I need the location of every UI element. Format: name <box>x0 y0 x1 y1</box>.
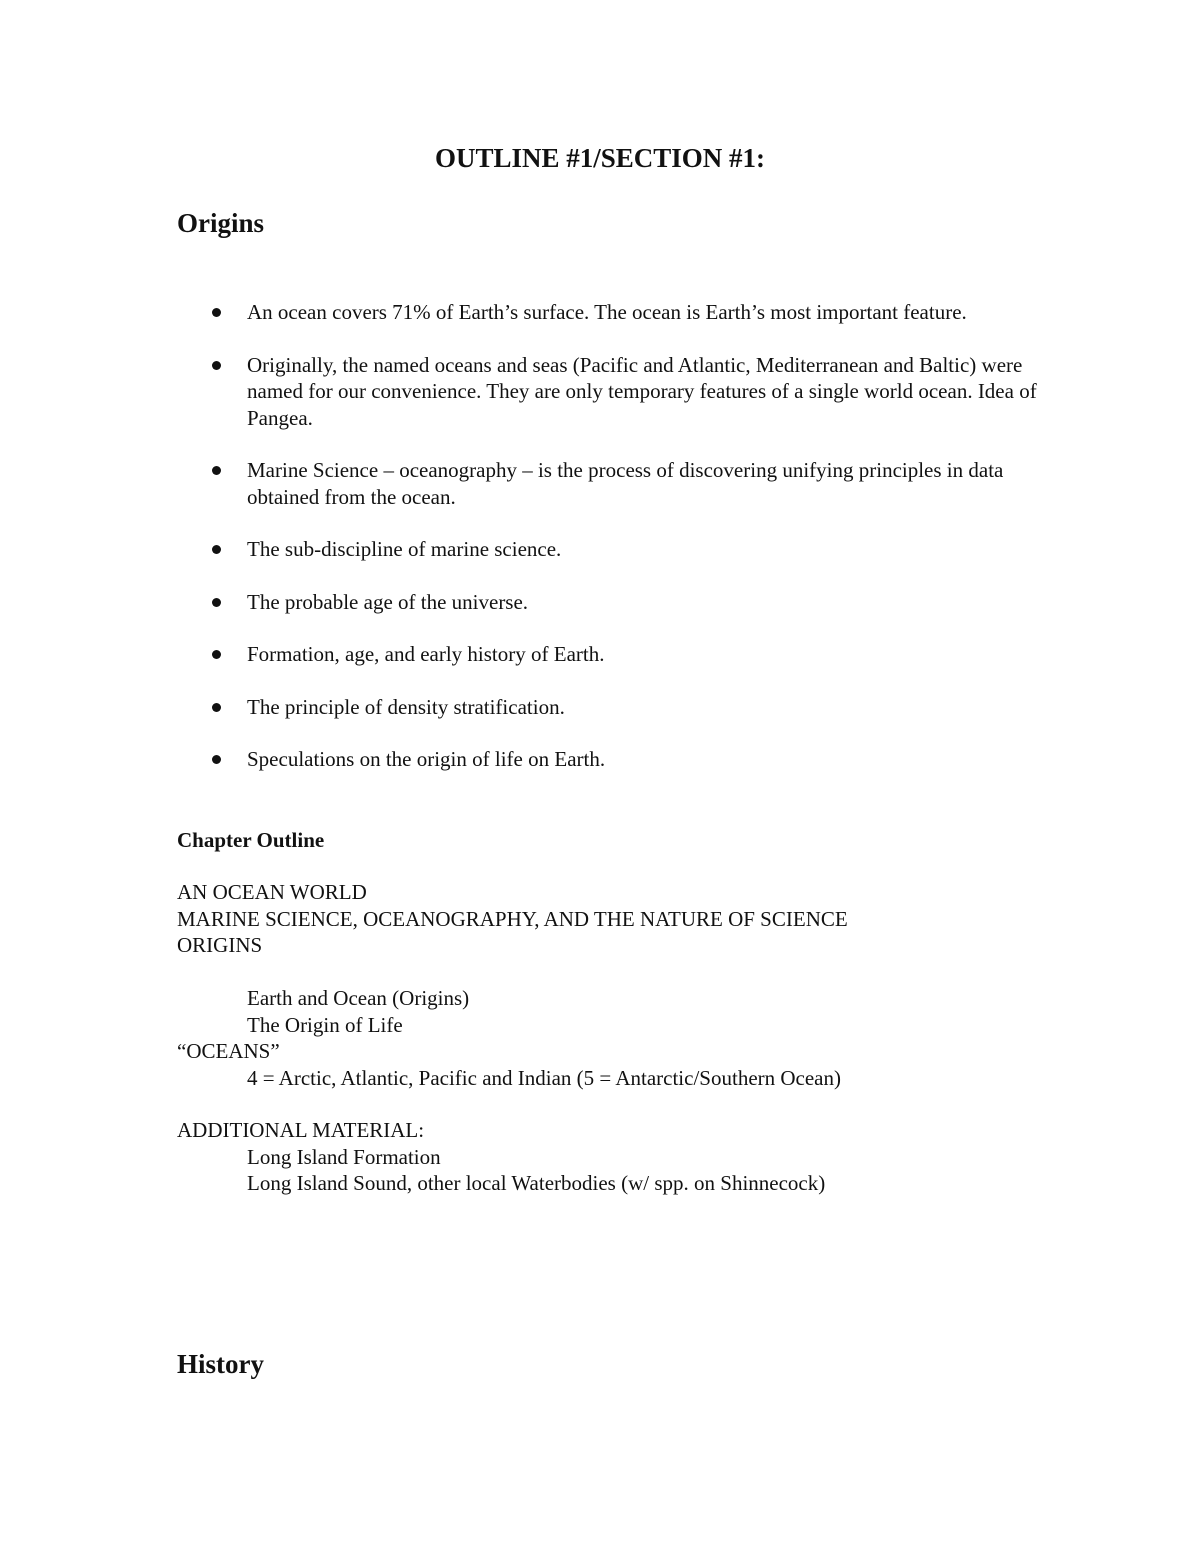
bullet-text: Marine Science – oceanography – is the process of discovering unifying principles in data obtained from the ocean. <box>247 458 1004 509</box>
bullet-icon <box>212 598 221 607</box>
outline-subline: 4 = Arctic, Atlantic, Pacific and Indian (5 = Antarctic/Southern Ocean) <box>247 1065 841 1090</box>
list-item <box>177 641 1037 668</box>
origins-bullet-list <box>177 299 1037 799</box>
additional-material-line: Long Island Sound, other local Waterbodies (w/ spp. on Shinnecock) <box>247 1171 826 1195</box>
bullet-text: The principle of density stratification. <box>247 694 565 719</box>
outline-subline: Earth and Ocean (Origins) <box>247 986 470 1010</box>
bullet-text: Formation, age, and early history of Earth. <box>247 642 605 666</box>
list-item <box>177 457 1037 510</box>
list-item <box>177 694 1037 721</box>
bullet-text: The probable age of the universe. <box>247 589 529 614</box>
bullet-text: The sub-discipline of marine science. <box>247 537 562 561</box>
bullet-icon <box>212 755 221 764</box>
list-item <box>177 352 1037 432</box>
list-item <box>177 299 1037 326</box>
outline-line: AN OCEAN WORLD <box>177 880 367 904</box>
chapter-outline-block <box>177 879 1077 1091</box>
outline-line: ORIGINS <box>177 933 263 957</box>
list-item <box>177 536 1037 563</box>
bullet-icon <box>212 650 221 659</box>
bullet-text: Originally, the named oceans and seas (Pacific and Atlantic, Mediterranean and Baltic) were named for our convenience. They are only temporary features of a single world ocean. Idea of Pangea. <box>247 352 1037 430</box>
bullet-icon <box>212 545 221 554</box>
bullet-text: An ocean covers 71% of Earth’s surface. The ocean is Earth’s most important feature. <box>247 300 967 324</box>
document-title: OUTLINE #1/SECTION #1: <box>434 143 766 173</box>
additional-material-heading: ADDITIONAL MATERIAL: <box>177 1118 425 1142</box>
outline-line: “OCEANS” <box>177 1039 280 1063</box>
origins-heading: Origins <box>177 208 265 238</box>
bullet-icon <box>212 361 221 370</box>
outline-subline: The Origin of Life <box>247 1012 403 1037</box>
chapter-outline-heading: Chapter Outline <box>177 828 325 852</box>
additional-material-block <box>177 1117 1077 1197</box>
list-item <box>177 746 1037 773</box>
bullet-icon <box>212 308 221 317</box>
list-item <box>177 589 1037 616</box>
bullet-icon <box>212 703 221 712</box>
additional-material-line: Long Island Formation <box>247 1144 441 1169</box>
bullet-text: Speculations on the origin of life on Earth. <box>247 747 606 771</box>
outline-spacer <box>177 959 1077 986</box>
history-heading: History <box>177 1349 264 1379</box>
bullet-icon <box>212 466 221 475</box>
outline-line: MARINE SCIENCE, OCEANOGRAPHY, AND THE NATURE OF SCIENCE <box>177 906 848 931</box>
